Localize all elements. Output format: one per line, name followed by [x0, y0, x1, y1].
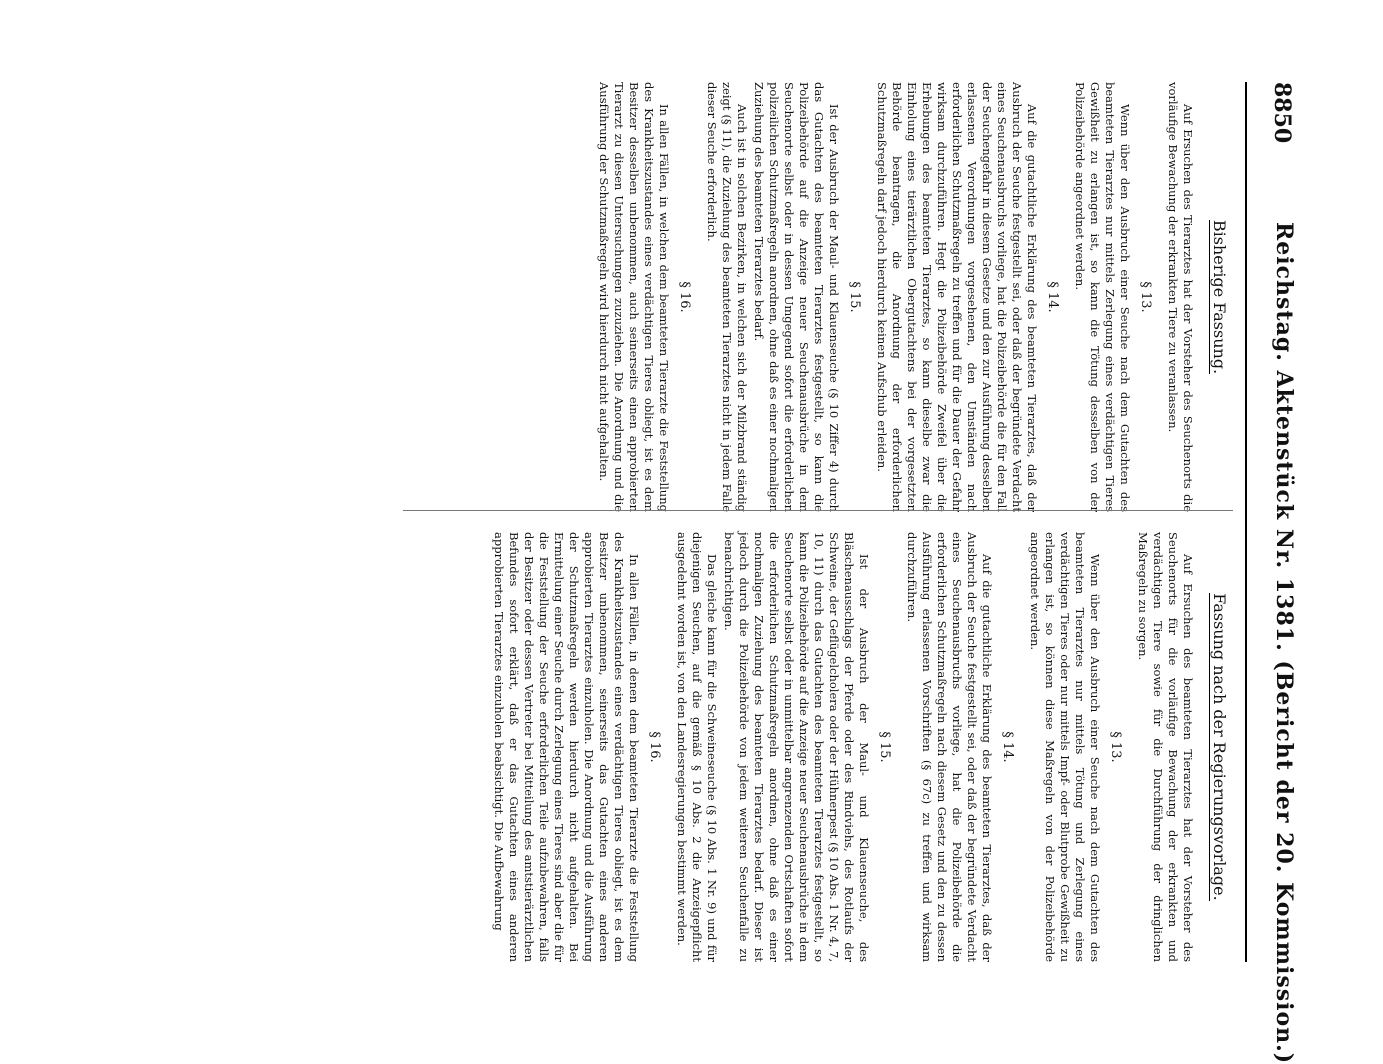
right-column-heading: Fassung nach der Regierungsvorlage.: [1210, 593, 1229, 901]
page-header: [1241, 82, 1311, 1064]
left-para-2: Wenn über den Ausbruch einer Seuche nach dem Gutachten des beamteten Tierarztes nur mittels Zerlegung eines verdächtigen Tieres Gewißheit zu erlangen ist, so kann die Tötung desselben von der Polizeibehörde angeordnet werden.: [1073, 82, 1132, 512]
left-section-13: § 13.: [1138, 281, 1153, 313]
right-section-16: § 16.: [647, 731, 662, 763]
right-para-6: Ist der Ausbruch der Maul- und Klauenseuche, des Bläschenausschlags der Pferde oder des Rindviehs, des Rotlaufs der Schweine, der Geflügelcholera oder der Hühnerpest (§ 10 Abs. 1 Nr. 4, 7, 10, 11) durch das Gutachten des beamteten Tierarztes festgestellt, so kann die Polizeibehörde auf die Anzeige neuer Seuchenausbrüche in dem Seuchenorte selbst oder in unmittelbar angrenzenden Ortschaften sofort die erforderlichen Schutzmaßregeln anordnen, ohne daß es einer nochmaligen Zuziehung des beamteten Tierarztes bedarf. Dieser ist jedoch durch die Polizeibehörde von jedem weiteren Seuchenfalle zu benachrichtigen.: [722, 532, 871, 962]
right-para-9: In allen Fällen, in denen dem beamteten Tierarzte die Feststellung des Krankheitszustandes eines verdächtigen Tieres obliegt, ist es dem Besitzer unbenommen, seinerseits das Gutachten eines anderen approbierten Tierarztes einzuholen. Die Anordnung und die Ausführung der Schutzmaßregeln werden hierdurch nicht aufgehalten. Bei Ermittelung einer Seuche durch Zerlegung eines Tieres sind aber die für die Feststellung der Seuche erforderlichen Teile aufzubewahren, falls der Besitzer oder dessen Vertreter bei Mitteilung des amtstierärztlichen Befundes sofort erklärt, daß er das Gutachten eines anderen approbierten Tierarztes einzuholen beabsichtigt. Die Aufbewahrung: [492, 532, 641, 962]
left-para-4: Auf die gutachtliche Erklärung des beamteten Tierarztes, daß der Ausbruch der Seuche festgestellt sei, oder daß der begründete Verdacht eines Seuchenausbruchs vorliege, hat die Polizeibehörde die für den Fall der Seuchengefahr in diesem Gesetze und den zur Ausführung desselben erlassenen Verordnungen vorgesehenen, den Umständen nach erforderlichen Schutzmaßregeln zu treffen und für die Dauer der Gefahr wirksam durchzuführen. Hegt die Polizeibehörde Zweifel über die Erhebungen des beamteten Tierarztes, so kann dieselbe zwar die Einholung eines tierärztlichen Obergutachtens bei der vorgesetzten Behörde beantragen, die Anordnung der erforderlichen Schutzmaßregeln darf jedoch hierdurch keinen Aufschub erleiden.: [875, 82, 1039, 512]
running-head: Reichstag. Aktenstück Nr. 1381. (Bericht der 20. Kommission.): [1271, 222, 1297, 1064]
left-para-9: In allen Fällen, in welchen dem beamteten Tierarzte die Feststellung des Krankheitszustandes eines verdächtigen Tieres obliegt, ist es dem Besitzer desselben unbenommen, auch seinerseits einen approbierten Tierarzt zu diesen Untersuchungen zuzuziehen. Die Anordnung und die Ausführung der Schutzmaßregeln wird hierdurch nicht aufgehalten.: [597, 82, 671, 512]
left-para-6: Ist der Ausbruch der Maul- und Klauenseuche (§ 10 Ziffer 4) durch das Gutachten des beamteten Tierarztes festgestellt, so kann die Polizeibehörde auf die Anzeige neuer Seuchenausbrüche in dem Seuchenorte selbst oder in dessen Umgegend sofort die erforderlichen polizeilichen Schutzmaßregeln anordnen, ohne daß es einer nochmaligen Zuziehung des beamteten Tierarztes bedarf.: [752, 82, 841, 512]
right-para-7: Das gleiche kann für die Schweineseuche (§ 10 Abs. 1 Nr. 9) und für diejenigen Seuchen, auf die gemäß § 10 Abs. 2 die Anzeigepflicht ausgedehnt worden ist, von den Landesregierungen bestimmt werden.: [675, 532, 719, 962]
column-separator: [403, 510, 1233, 511]
right-section-14: § 14.: [1000, 731, 1015, 763]
page-number: 8850: [1269, 82, 1295, 144]
right-column: [489, 532, 1233, 962]
right-section-15: § 15.: [877, 731, 892, 763]
left-para-0: Auf Ersuchen des Tierarztes hat der Vorsteher des Seuchenorts die vorläufige Bewachung der erkrankten Tiere zu veranlassen.: [1166, 82, 1195, 512]
left-column-heading: Bisherige Fassung.: [1210, 219, 1229, 375]
left-section-15: § 15.: [847, 281, 862, 313]
left-section-14: § 14.: [1045, 281, 1060, 313]
right-para-2: Wenn über den Ausbruch einer Seuche nach dem Gutachten des beamteten Tierarztes nur mittels Tötung und Zerlegung eines verdächtigen Tieres oder nur mittels Impf- oder Blutprobe Gewißheit zu erlangen ist, so können diese Maßregeln von der Polizeibehörde angeordnet werden.: [1028, 532, 1102, 962]
header-rule: [1245, 82, 1247, 962]
right-para-0: Auf Ersuchen des beamteten Tierarztes hat der Vorsteher des Seuchenorts für die vorläufige Bewachung der erkrankten und verdächtigen Tiere sowie für die Durchführung der dringlichen Maßregeln zu sorgen.: [1136, 532, 1195, 962]
right-section-13: § 13.: [1108, 731, 1123, 763]
left-column: [594, 82, 1233, 512]
right-para-4: Auf die gutachtliche Erklärung des beamteten Tierarztes, daß der Ausbruch der Seuche festgestellt sei, oder daß der begründete Verdacht eines Seuchenausbruchs vorliege, hat die Polizeibehörde die erforderlichen Schutzmaßregeln nach diesem Gesetz und den zu dessen Ausführung erlassenen Vorschriften (§ 67c) zu treffen und wirksam durchzuführen.: [905, 532, 994, 962]
left-para-7: Auch ist in solchen Bezirken, in welchen sich der Milzbrand ständig zeigt (§ 11), die Zuziehung des beamteten Tierarztes nicht in jedem Falle dieser Seuche erforderlich.: [705, 82, 749, 512]
left-section-16: § 16.: [677, 281, 692, 313]
